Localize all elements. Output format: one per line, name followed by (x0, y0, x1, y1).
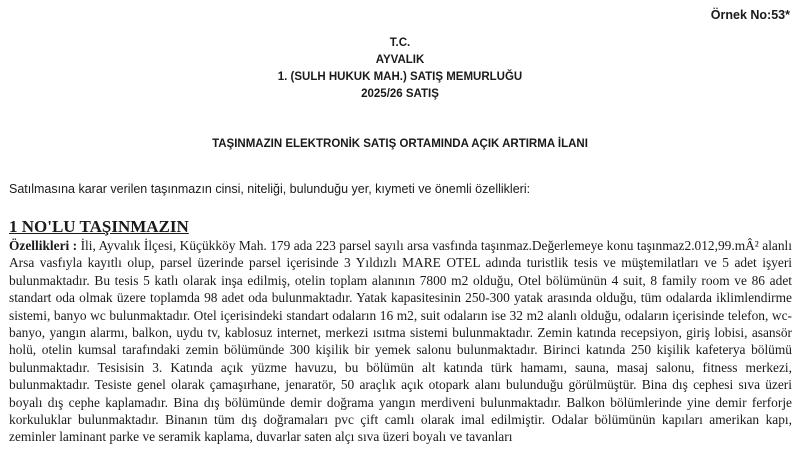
document-header (0, 35, 800, 103)
property-heading: 1 NO'LU TAŞINMAZIN (9, 217, 189, 236)
property-description (9, 237, 792, 446)
features-label: Özellikleri : (9, 238, 78, 253)
intro-text: Satılmasına karar verilen taşınmazın cinsi, niteliği, bulunduğu yer, kıymeti ve önemli özellikleri: (9, 182, 531, 196)
sample-number: Örnek No:53* (710, 8, 790, 22)
header-line-tc: T.C. (389, 37, 411, 49)
document-title: TAŞINMAZIN ELEKTRONİK SATIŞ ORTAMINDA AÇIK ARTIRMA İLANI (212, 138, 588, 150)
features-text: İli, Ayvalık İlçesi, Küçükköy Mah. 179 ada 223 parsel sayılı arsa vasfında taşınmaz.Değerlemeye konu taşınmaz2.012,99.mÂ² alanlı Arsa vasfıyla kayıtlı olup, parsel üzerinde parsel içerisinde 3 Yıldızlı MARE OTEL adında turistlik tesis ve müştemilatları ve 5 adet işyeri bulunmaktadır. Bu tesis 5 katlı olarak inşa edilmiş, otelin toplam alanının 7800 m2 olduğu, Otel bölümünün 4 suit, 8 family room ve 86 adet standart oda olmak üzere toplamda 98 adet oda bulunmaktadır. Yatak kapasitesinin 250-300 yatak arasında olduğu, tüm odalarda iklimlendirme sistemi, banyo wc bulunmaktadır. Otel içerisindeki standart odaların 16 m2, suit odaların ise 32 m2 alanlı olduğu, odaların içerisinde telefon, wc-banyo, yangın alarmı, balkon, uydu tv, kablosuz internet, merkezi ısıtma sistemi bulunmaktadır. Zemin katında recepsiyon, giriş lobisi, asansör holü, otelin kumsal tarafındaki zemin bölümünde 300 kişilik bir yemek salonu bulunmaktadır. Birinci katında 250 kişilik kafeterya bölümü bulunmaktadır. Tesisisin 3. Katında açık yüzme havuzu, bu bölümün alt katında türk hamamı, sauna, masaj salonu, fitness merkezi, bulunmaktadır. Tesiste genel olarak çamaşırhane, jenaratör, 50 araçlık açık otopark alanı bulunduğu görülmüştür. Bina dış cephesi sıva üzeri boyalı dış cephe kaplamadır. Bina dış bölümünde demir doğrama yangın merdiveni bulunmaktadır. Balkon bölümlerinde yine demir ferforje korkuluklar bulunmaktadır. Binanın tüm dış doğramaları pvc çift camlı olarak imal edilmiştir. Odalar bölümünün kapıları amerikan kapı, zeminler laminant parke ve seramik kaplama, duvarlar saten alçı sıva üzeri boyalı ve tavanları (9, 238, 792, 445)
header-line-city: AYVALIK (375, 54, 425, 66)
header-line-case: 2025/26 SATIŞ (361, 88, 439, 100)
header-line-office: 1. (SULH HUKUK MAH.) SATIŞ MEMURLUĞU (277, 71, 523, 83)
